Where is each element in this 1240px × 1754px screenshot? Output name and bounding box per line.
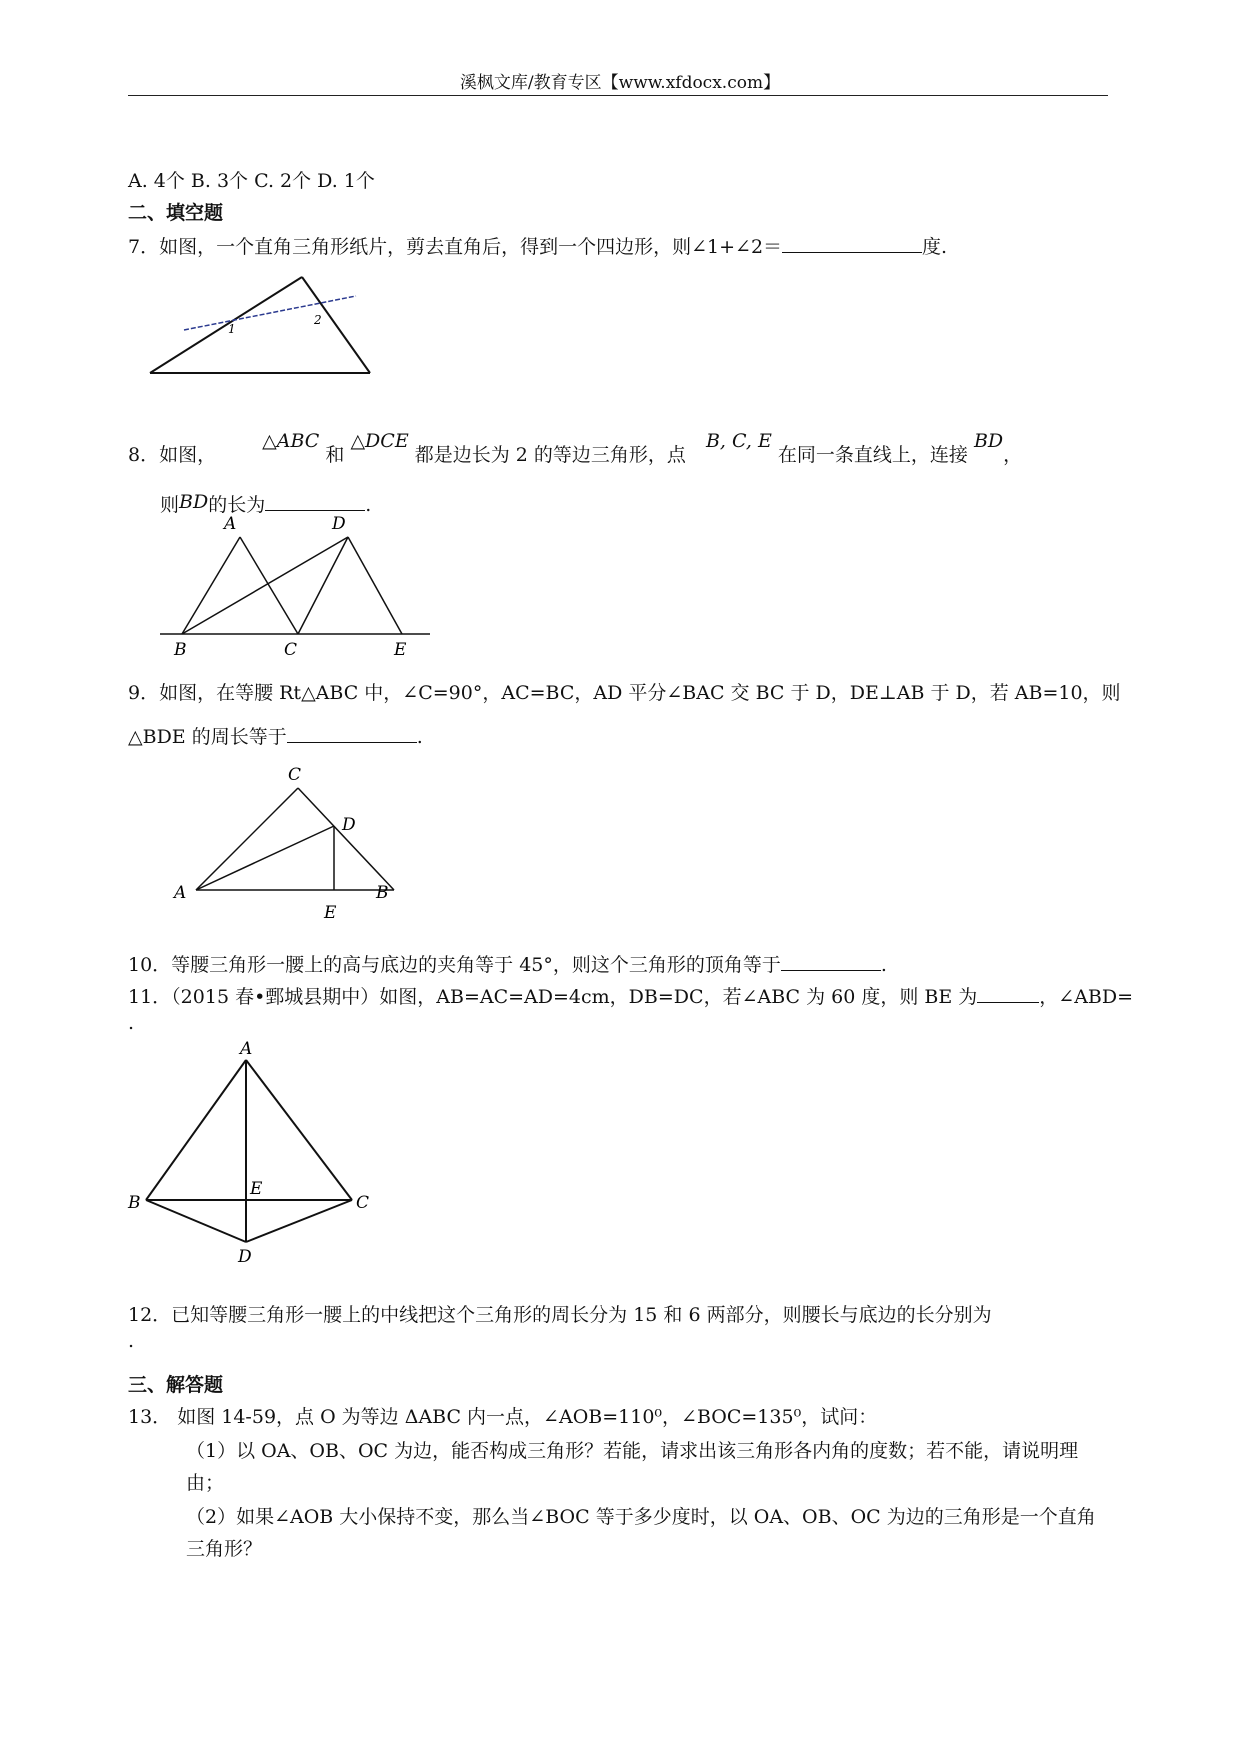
page-header: 溪枫文库/教育专区【www.xfdocx.com】 (459, 73, 781, 93)
q10-prompt: 10．等腰三角形一腰上的高与底边的夹角等于 45°，则这个三角形的顶角等于 (128, 954, 781, 976)
q11-label-c: C (356, 1193, 370, 1213)
q8-label-d: D (332, 514, 346, 534)
q11-label-d: D (238, 1247, 252, 1267)
q11-label-e: E (250, 1179, 263, 1199)
section3-title: 三、解答题 (128, 1374, 224, 1396)
q8-points: B, C, E (705, 430, 772, 452)
q11-answer-blank-be[interactable] (977, 984, 1039, 1003)
q9-answer-blank[interactable] (287, 724, 417, 743)
q7-figure (140, 268, 380, 380)
q9-label-b: B (376, 883, 389, 903)
q11-label-a: A (240, 1039, 253, 1059)
q8-comma: ， (1003, 444, 1023, 466)
q12-text: 12．已知等腰三角形一腰上的中线把这个三角形的周长分为 15 和 6 两部分，则腰长与底边的长分别为 (128, 1304, 992, 1326)
q8-length-text: 的长为 (208, 494, 266, 516)
q7-right-side (302, 277, 370, 373)
q9-label-d: D (342, 815, 356, 835)
q9-line2 (128, 722, 423, 749)
q9-ad (196, 826, 334, 890)
q8-and: 和 (325, 444, 345, 466)
q11-bd (146, 1200, 246, 1242)
q13-part1-line1: （1）以 OA、OB、OC 为边，能否构成三角形？若能，请求出该三角形各内角的度数；若不能，请说明理 (186, 1440, 1079, 1462)
q10-text (128, 950, 887, 977)
q8-ac (240, 537, 298, 634)
q8-label-b: B (174, 640, 187, 660)
q8-de (348, 537, 402, 634)
q8-seg-bd-2: BD (179, 491, 209, 513)
q11-prompt: 11．（2015 春•鄄城县期中）如图，AB=AC=AD=4cm，DB=DC，若∠ABC 为 60 度，则 BE 为 (128, 986, 978, 1008)
q9-label-e: E (324, 903, 337, 923)
q8-mid2: 在同一条直线上，连接 (777, 444, 968, 466)
q8-triangle-abc: △ABC (262, 430, 320, 452)
q8-seg-bd: BD (973, 430, 1004, 452)
q9-figure (166, 760, 406, 925)
q13-part1-line2: 由； (186, 1472, 225, 1494)
q7-text (128, 232, 947, 259)
q13-part2-line2: 三角形？ (186, 1538, 263, 1560)
q7-left-side (150, 277, 302, 373)
q11-text (128, 982, 1133, 1009)
q6-options: A. 4个 B. 3个 C. 2个 D. 1个 (128, 170, 375, 192)
q7-cut-line (184, 296, 356, 330)
q9-label-c: C (288, 765, 302, 785)
q11-line2: . (128, 1012, 135, 1034)
q9-prefix: △BDE 的周长等于 (128, 726, 287, 748)
q8-answer-blank[interactable] (265, 492, 365, 511)
q8-then: 则 (160, 494, 180, 516)
q9-cb (298, 788, 394, 890)
q11-cd (246, 1200, 352, 1242)
q9-line1: 9．如图，在等腰 Rt△ABC 中，∠C=90°，AC=BC，AD 平分∠BAC 交 BC 于 D，DE⊥AB 于 D，若 AB=10，则 (128, 682, 1121, 704)
q8-prefix: 8．如图， (128, 444, 217, 466)
q8-ab (182, 537, 240, 634)
q10-answer-blank[interactable] (781, 952, 881, 971)
q8-line1 (128, 430, 1023, 467)
q13-line1: 13． 如图 14-59，点 O 为等边 ΔABC 内一点，∠AOB=110⁰，∠BOC=135⁰，试问： (128, 1406, 878, 1428)
q7-suffix: 度. (922, 236, 948, 258)
q12-line2: . (128, 1330, 135, 1352)
q8-label-c: C (284, 640, 298, 660)
q7-label-2: 2 (314, 313, 322, 327)
q9-ac (196, 788, 298, 890)
q8-label-e: E (394, 640, 407, 660)
q8-figure (152, 512, 442, 660)
q11-figure (124, 1036, 386, 1272)
section2-title: 二、填空题 (128, 202, 224, 224)
q11-label-b: B (128, 1193, 141, 1213)
q11-ab (146, 1060, 246, 1200)
q8-triangle-dce: △DCE (350, 430, 409, 452)
q8-label-a: A (224, 514, 237, 534)
q10-end: . (880, 954, 887, 976)
q7-answer-blank[interactable] (782, 234, 922, 253)
q9-label-a: A (174, 883, 187, 903)
q7-prompt: 7．如图，一个直角三角形纸片，剪去直角后，得到一个四边形，则 (128, 236, 692, 258)
q7-expr: ∠1+∠2＝ (691, 236, 783, 258)
q11-mid: ，∠ABD= (1039, 986, 1134, 1008)
q8-mid: 都是边长为 2 的等边三角形，点 (414, 444, 686, 466)
header-rule (128, 95, 1108, 96)
q13-part2-line1: （2）如果∠AOB 大小保持不变，那么当∠BOC 等于多少度时，以 OA、OB、OC 为边的三角形是一个直角 (186, 1506, 1096, 1528)
q7-label-1: 1 (228, 322, 236, 336)
q8-end: . (365, 494, 372, 516)
q9-end: . (416, 726, 423, 748)
